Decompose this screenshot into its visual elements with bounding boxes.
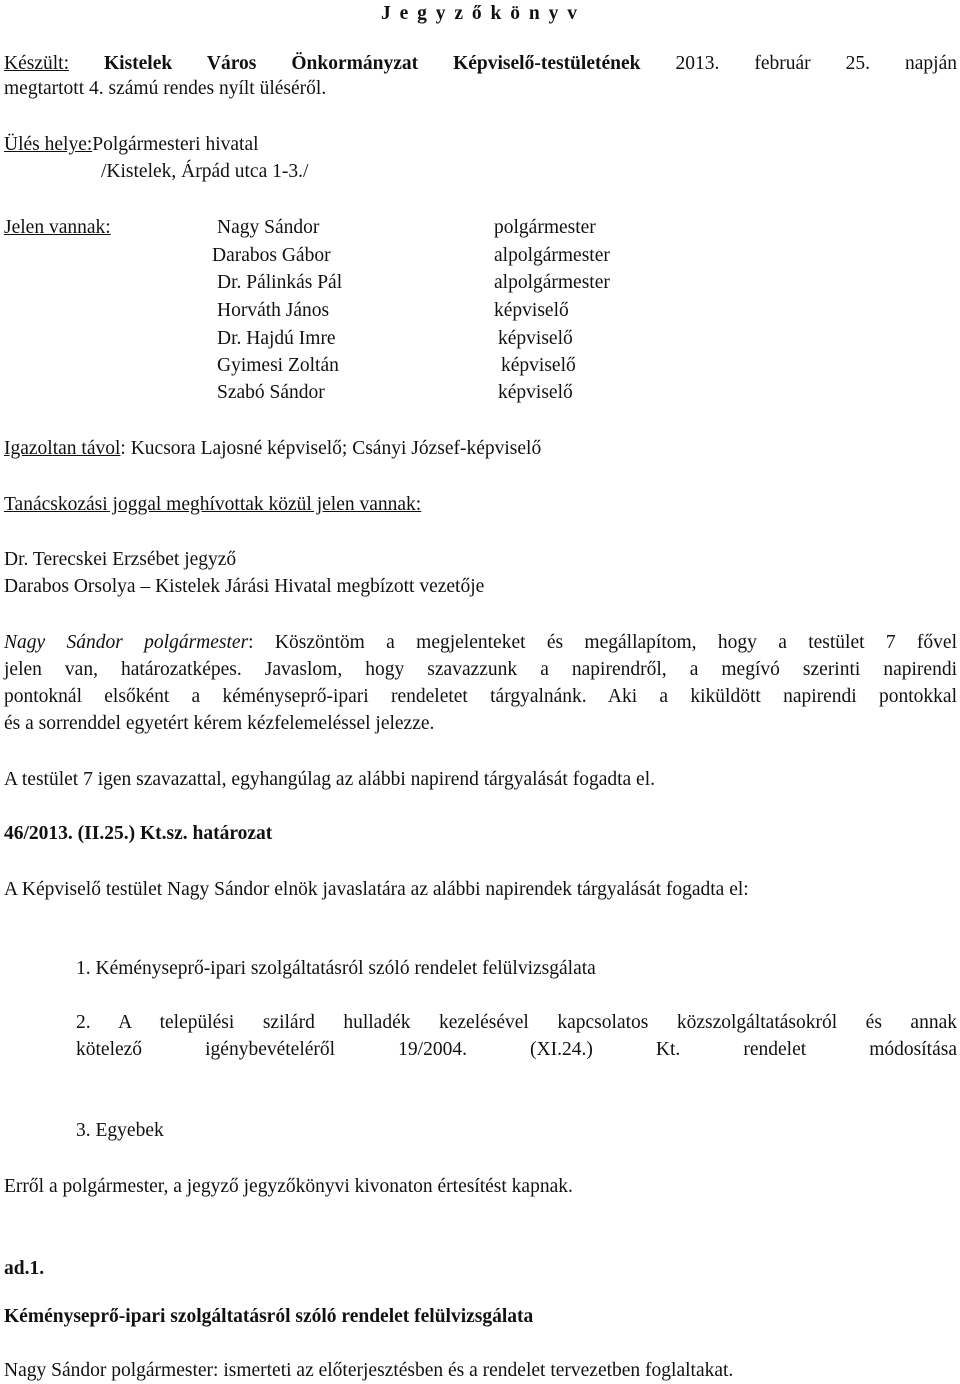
present-label: Jelen vannak:: [4, 217, 111, 238]
vote-result: A testület 7 igen szavazattal, egyhangúlag az alábbi napirend tárgyalását fogadta el.: [4, 769, 656, 790]
agenda-item-3: 3. Egyebek: [76, 1120, 164, 1141]
absent-text: : Kucsora Lajosné képviselő; Csányi József-képviselő: [120, 438, 542, 459]
member-role: polgármester: [494, 217, 596, 238]
speech-line-4: és a sorrenddel egyetért kérem kézfelemeléssel jelezze.: [4, 713, 435, 734]
absent-line: [4, 435, 541, 462]
member-name: Nagy Sándor: [217, 217, 320, 238]
member-role: képviselő: [494, 300, 569, 321]
member-name: Horváth János: [217, 300, 330, 321]
venue-line: [4, 131, 259, 158]
resolution-number: 46/2013. (II.25.) Kt.sz. határozat: [4, 823, 273, 844]
speech-line-2: jelen van, határozatképes. Javaslom, hogy szavazzunk a napirendről, a megívó szerinti napirendi: [4, 659, 957, 680]
member-name: Dr. Hajdú Imre: [217, 328, 336, 349]
agenda-item-2-line-1: 2. A települési szilárd hulladék kezelésével kapcsolatos közszolgáltatásokról és annak: [76, 1012, 957, 1033]
meeting-date: 2013. február 25. napján: [675, 53, 957, 74]
member-role: képviselő: [501, 355, 576, 376]
venue-name: Polgármesteri hivatal: [92, 134, 259, 155]
member-role: képviselő: [498, 328, 573, 349]
ad-label: ad.1.: [4, 1258, 45, 1279]
member-role: alpolgármester: [494, 272, 610, 293]
council-name: Kistelek Város Önkormányzat Képviselő-testületének: [103, 53, 641, 74]
speech-text: : Köszöntöm a megjelenteket és megállapítom, hogy a testület 7 fővel: [248, 632, 957, 653]
member-name: Gyimesi Zoltán: [217, 355, 339, 376]
advisory-line-2: Darabos Orsolya – Kistelek Járási Hivatal megbízott vezetője: [4, 576, 485, 597]
venue-address: /Kistelek, Árpád utca 1-3./: [101, 161, 309, 182]
member-name: Dr. Pálinkás Pál: [217, 272, 343, 293]
ad-text: Nagy Sándor polgármester: ismerteti az előterjesztésben és a rendelet tervezetben foglaltakat.: [4, 1360, 734, 1381]
made-line-2: megtartott 4. számú rendes nyílt üléséről.: [4, 78, 327, 99]
absent-label: Igazoltan távol: [4, 438, 121, 459]
member-name: Darabos Gábor: [212, 245, 331, 266]
advisory-heading: Tanácskozási joggal meghívottak közül jelen vannak:: [4, 494, 422, 515]
member-role: alpolgármester: [494, 245, 610, 266]
speech-line-3: pontoknál elsőként a kéményseprő-ipari rendeletet tárgyalnánk. Aki a kiküldött napirendi pontokkal: [4, 686, 957, 707]
made-line: [4, 50, 957, 77]
agenda-item-1: 1. Kéményseprő-ipari szolgáltatásról szóló rendelet felülvizsgálata: [76, 958, 596, 979]
venue-label: Ülés helye:: [4, 134, 93, 155]
agenda-item-2-line-2: kötelező igénybevételéről 19/2004. (XI.24.) Kt. rendelet módosítása: [76, 1039, 957, 1060]
member-name: Szabó Sándor: [217, 382, 325, 403]
advisory-line-1: Dr. Terecskei Erzsébet jegyző: [4, 549, 237, 570]
document-title: J e g y z ő k ö n y v: [381, 3, 579, 24]
speaker-name: Nagy Sándor polgármester: [4, 632, 249, 653]
member-role: képviselő: [498, 382, 573, 403]
speech-line-1: [4, 629, 957, 656]
notice-text: Erről a polgármester, a jegyző jegyzőkönyvi kivonaton értesítést kapnak.: [4, 1176, 573, 1197]
resolution-intro: A Képviselő testület Nagy Sándor elnök javaslatára az alábbi napirendek tárgyalását fogadta el:: [4, 879, 749, 900]
made-label: Készült:: [4, 53, 69, 74]
ad-heading: Kéményseprő-ipari szolgáltatásról szóló rendelet felülvizsgálata: [4, 1306, 534, 1327]
